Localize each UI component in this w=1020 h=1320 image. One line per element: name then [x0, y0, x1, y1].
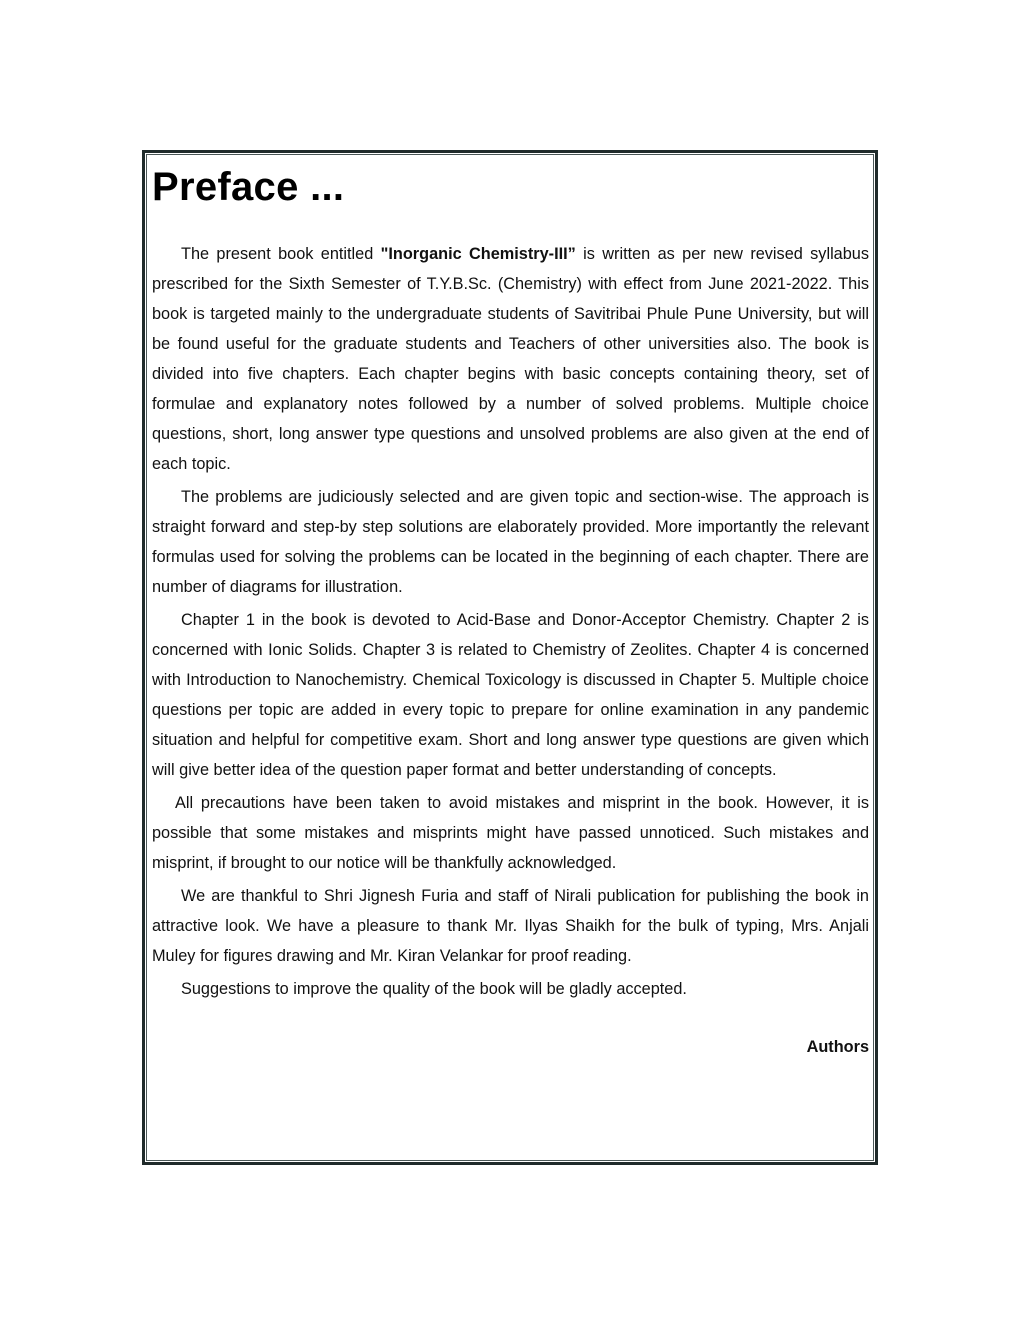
paragraph-suggestions: Suggestions to improve the quality of the book will be gladly accepted.	[181, 980, 687, 998]
preface-body	[152, 239, 869, 1004]
signature-authors: Authors	[806, 1038, 869, 1056]
paragraph-intro-before: The present book entitled	[181, 245, 381, 263]
page-title: Preface ...	[152, 165, 345, 209]
paragraph-intro	[152, 239, 869, 479]
preface-frame	[142, 150, 878, 1165]
paragraph-chapters: Chapter 1 in the book is devoted to Acid-Base and Donor-Acceptor Chemistry. Chapter 2 is concerned with Ionic Solids. Chapter 3 is related to Chemistry of Zeolites. Chapter 4 is concerned with Introduction to Nanochemistry. Chemical Toxicology is discussed in Chapter 5. Multiple choice questions per topic are added in every topic to prepare for online examination in any pandemic situation and helpful for competitive exam. Short and long answer type questions are given which will give better idea of the question paper format and better understanding of concepts.	[152, 611, 869, 779]
paragraph-acknowledgements: We are thankful to Shri Jignesh Furia and staff of Nirali publication for publishing the book in attractive look. We have a pleasure to thank Mr. Ilyas Shaikh for the bulk of typing, Mrs. Anjali Muley for figures drawing and Mr. Kiran Velankar for proof reading.	[152, 887, 869, 965]
book-title: "Inorganic Chemistry-III”	[380, 245, 576, 263]
preface-content	[152, 161, 869, 1062]
paragraph-precautions: All precautions have been taken to avoid mistakes and misprint in the book. However, it is possible that some mistakes and misprints might have passed unnoticed. Such mistakes and misprint, if brought to our notice will be thankfully acknowledged.	[152, 794, 869, 872]
paragraph-intro-after: is written as per new revised syllabus prescribed for the Sixth Semester of T.Y.B.Sc. (Chemistry) with effect from June 2021-2022. This book is targeted mainly to the undergraduate students of Savitribai Phule Pune University, but will be found useful for the graduate students and Teachers of other universities also. The book is divided into five chapters. Each chapter begins with basic concepts containing theory, set of formulae and explanatory notes followed by a number of solved problems. Multiple choice questions, short, long answer type questions and unsolved problems are also given at the end of each topic.	[152, 245, 869, 473]
paragraph-problems: The problems are judiciously selected and are given topic and section-wise. The approach is straight forward and step-by step solutions are elaborately provided. More importantly the relevant formulas used for solving the problems can be located in the beginning of each chapter. There are number of diagrams for illustration.	[152, 488, 869, 596]
